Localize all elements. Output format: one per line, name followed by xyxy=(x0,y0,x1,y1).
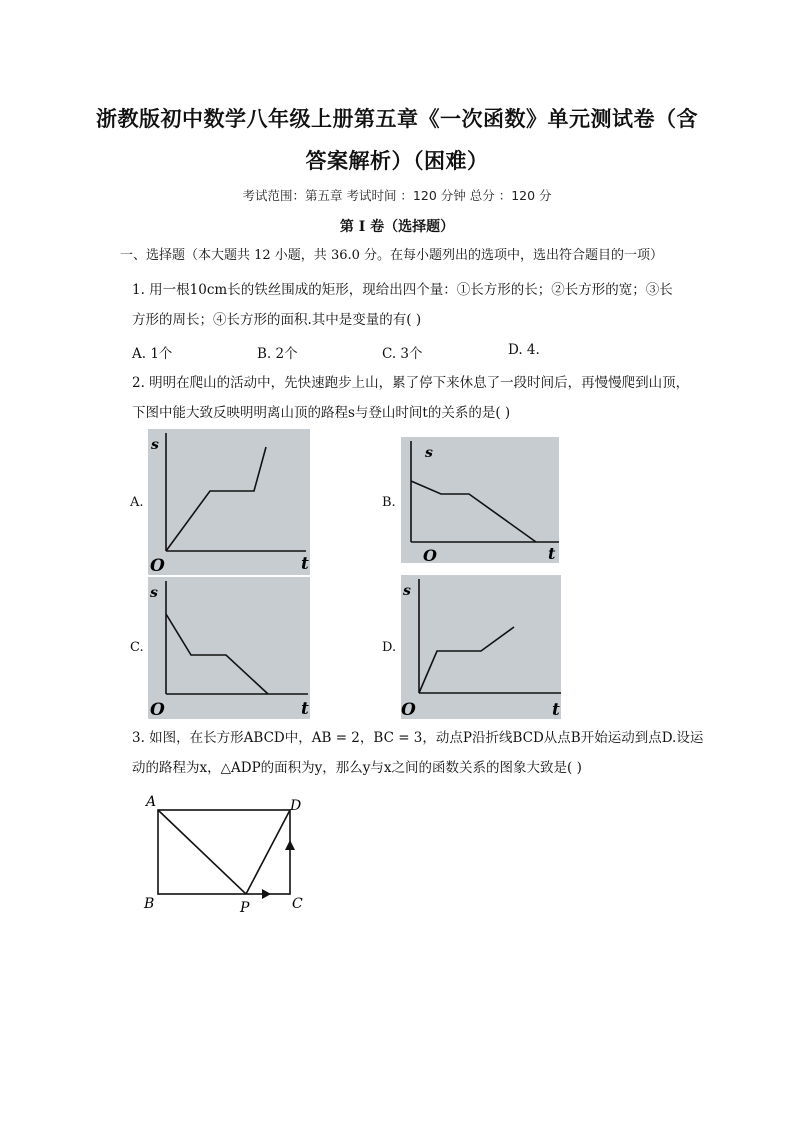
axis-label-s: s xyxy=(403,583,411,599)
origin-label: O xyxy=(401,700,416,719)
question-3-line-1: 3. 如图，在长方形ABCD中，AB = 2，BC = 3，动点P沿折线BCD从点B开始运动到点D.设运 xyxy=(132,730,704,746)
axis-label-t: t xyxy=(552,700,560,719)
section-heading: 第 I 卷（选择题） xyxy=(339,219,455,235)
point-d-label: D xyxy=(290,798,302,814)
title-line-1: 浙教版初中数学八年级上册第五章《一次函数》单元测试卷（含 xyxy=(96,107,698,131)
q2-option-c-label: C. xyxy=(130,640,144,655)
graph-option-a xyxy=(148,429,310,575)
axis-label-t: t xyxy=(301,554,309,574)
part-header: 一、选择题（本大题共 12 小题，共 36.0 分。在每小题列出的选项中，选出符合题目的一项） xyxy=(120,248,664,263)
axis-label-s: s xyxy=(150,585,158,601)
point-c-label: C xyxy=(292,896,303,912)
point-b-label: B xyxy=(144,896,155,912)
point-a-label: A xyxy=(146,794,157,810)
title-line-2: 答案解析）（困难） xyxy=(305,149,489,173)
axis-label-t: t xyxy=(301,699,309,719)
point-p-label: P xyxy=(240,900,250,916)
question-1-line-2: 方形的周长；④长方形的面积.其中是变量的有( ) xyxy=(132,312,422,328)
question-1-line-1: 1. 用一根10cm长的铁丝围成的矩形，现给出四个量：①长方形的长；②长方形的宽；③长 xyxy=(132,282,673,298)
origin-label: O xyxy=(150,556,165,575)
axis-label-s: s xyxy=(425,445,433,461)
graph-option-c xyxy=(148,577,310,719)
question-3-line-2: 动的路程为x，△ADP的面积为y，那么y与x之间的函数关系的图象大致是( ) xyxy=(132,760,582,776)
exam-meta: 考试范围：第五章 考试时间 ：120 分钟 总分 ：120 分 xyxy=(242,188,552,203)
q1-option-a: A. 1个 xyxy=(132,346,173,362)
question-2-line-1: 2. 明明在爬山的活动中，先快速跑步上山，累了停下来休息了一段时间后，再慢慢爬到山顶， xyxy=(132,375,690,391)
document-title xyxy=(60,98,734,182)
question-2-line-2: 下图中能大致反映明明离山顶的路程s与登山时间t的关系的是( ) xyxy=(132,405,511,421)
graph-option-d xyxy=(401,575,561,719)
q1-option-d: D. 4. xyxy=(508,342,540,358)
axis-label-s: s xyxy=(151,437,159,453)
q1-option-c: C. 3个 xyxy=(382,346,423,362)
q2-option-b-label: B. xyxy=(382,495,396,510)
q2-option-a-label: A. xyxy=(130,495,144,510)
origin-label: O xyxy=(423,546,437,563)
q2-option-d-label: D. xyxy=(382,640,397,655)
graph-option-b xyxy=(401,437,559,563)
origin-label: O xyxy=(150,700,165,719)
q1-option-b: B. 2个 xyxy=(257,346,298,362)
rectangle-figure xyxy=(140,790,320,924)
axis-label-t: t xyxy=(548,544,556,563)
